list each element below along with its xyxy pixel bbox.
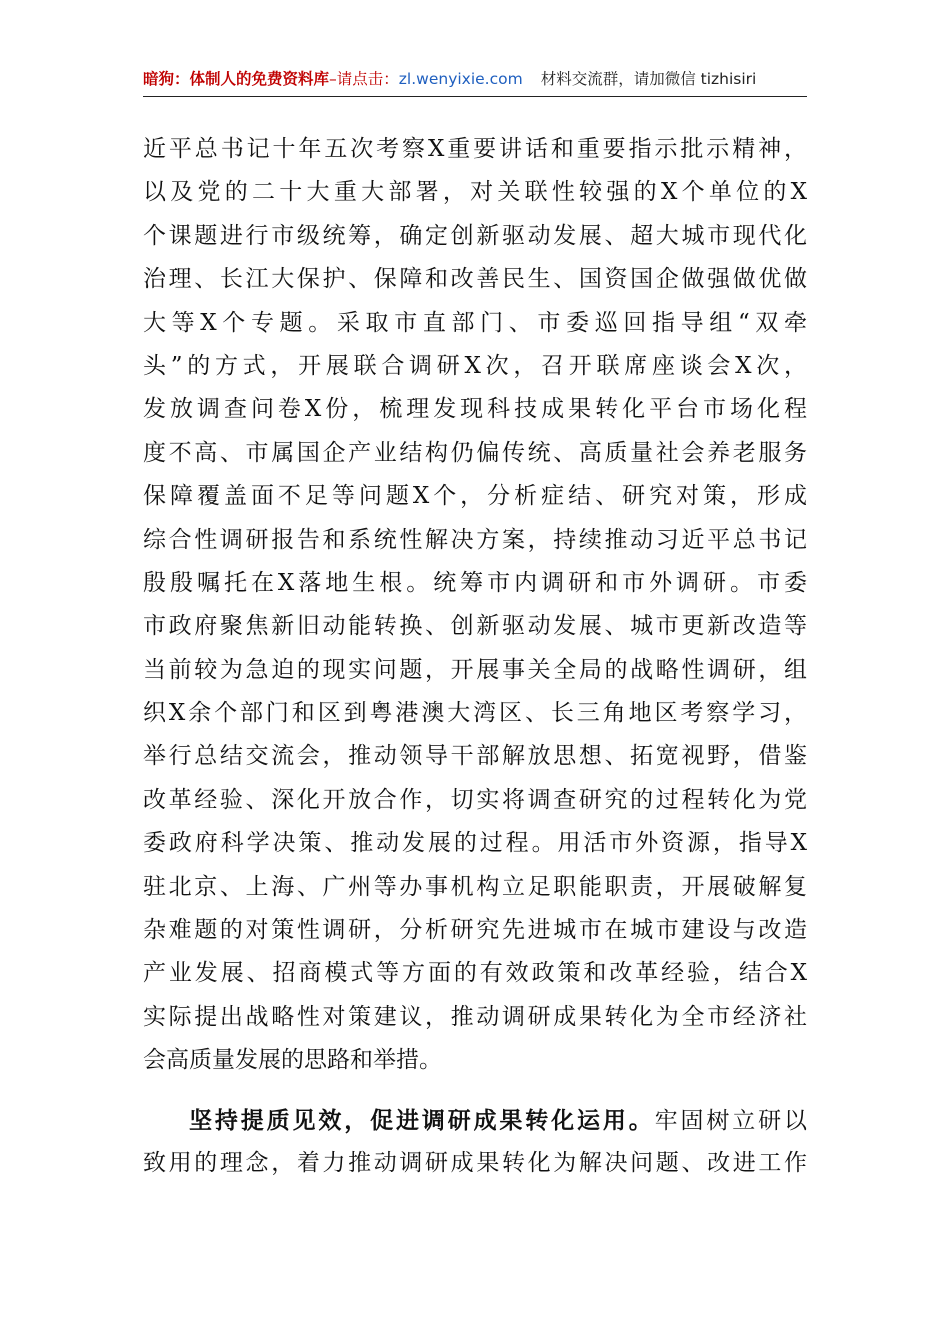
paragraph-heading: 坚持提质见效，促进调研成果转化运用。 xyxy=(189,1106,655,1134)
text-line: 驻北京、上海、广州等办事机构立足职能职责，开展破解复 xyxy=(143,873,807,900)
text-line: 头”的方式，开展联合调研X次，召开联席座谈会X次， xyxy=(143,352,807,379)
text-line: 综合性调研报告和系统性解决方案，持续推动习近平总书记 xyxy=(143,526,807,553)
text-line: 市政府聚焦新旧动能转换、创新驱动发展、城市更新改造等 xyxy=(143,613,807,640)
text-line: 近平总书记十年五次考察X重要讲话和重要指示批示精神， xyxy=(143,136,807,162)
text-line: 织X余个部门和区到粤港澳大湾区、长三角地区考察学习， xyxy=(143,700,807,727)
paragraph-2 xyxy=(143,1099,807,1186)
text-line: 度不高、市属国企产业结构仍偏传统、高质量社会养老服务 xyxy=(143,439,807,466)
text-line: 治理、长江大保护、保障和改善民生、国资国企做强做优做 xyxy=(143,266,807,293)
text-line: 产业发展、招商模式等方面的有效政策和改革经验，结合X xyxy=(143,960,807,987)
text-line: 殷殷嘱托在X落地生根。统筹市内调研和市外调研。市委 xyxy=(143,569,807,596)
header-url-link[interactable]: zl.wenyixie.com xyxy=(398,70,523,88)
header-prompt: –请点击： xyxy=(329,70,399,88)
text-line: 会高质量发展的思路和举措。 xyxy=(143,1047,442,1074)
text-line: 个课题进行市级统筹，确定创新驱动发展、超大城市现代化 xyxy=(143,222,807,249)
text-line: 杂难题的对策性调研，分析研究先进城市在城市建设与改造 xyxy=(143,917,807,944)
document-body xyxy=(143,128,807,1185)
text-line: 当前较为急迫的现实问题，开展事关全局的战略性调研，组 xyxy=(143,656,807,683)
paragraph-gap xyxy=(143,1083,807,1099)
page-header xyxy=(143,62,807,97)
text-line: 改革经验、深化开放合作，切实将调查研究的过程转化为党 xyxy=(143,786,807,813)
text-line: 大等X个专题。采取市直部门、市委巡回指导组“双牵 xyxy=(143,309,807,336)
text-line: 保障覆盖面不足等问题X个，分析症结、研究对策，形成 xyxy=(143,483,807,510)
paragraph-1 xyxy=(143,128,807,1083)
text-line: 发放调查问卷X份，梳理发现科技成果转化平台市场化程 xyxy=(143,396,807,423)
text-line: 致用的理念，着力推动调研成果转化为解决问题、改进工作 xyxy=(143,1149,807,1176)
header-wechat: 材料交流群，请加微信 tizhisiri xyxy=(540,70,757,88)
heading-line-rest: 牢固树立研以 xyxy=(654,1107,808,1134)
header-brand: 暗狗：体制人的免费资料库 xyxy=(143,70,330,88)
text-line xyxy=(143,1099,807,1142)
text-line: 举行总结交流会，推动领导干部解放思想、拓宽视野，借鉴 xyxy=(143,743,807,770)
text-line: 以及党的二十大重大部署，对关联性较强的X个单位的X xyxy=(143,179,807,206)
text-line: 实际提出战略性对策建议，推动调研成果转化为全市经济社 xyxy=(143,1003,807,1030)
text-line: 委政府科学决策、推动发展的过程。用活市外资源，指导X xyxy=(143,830,807,857)
